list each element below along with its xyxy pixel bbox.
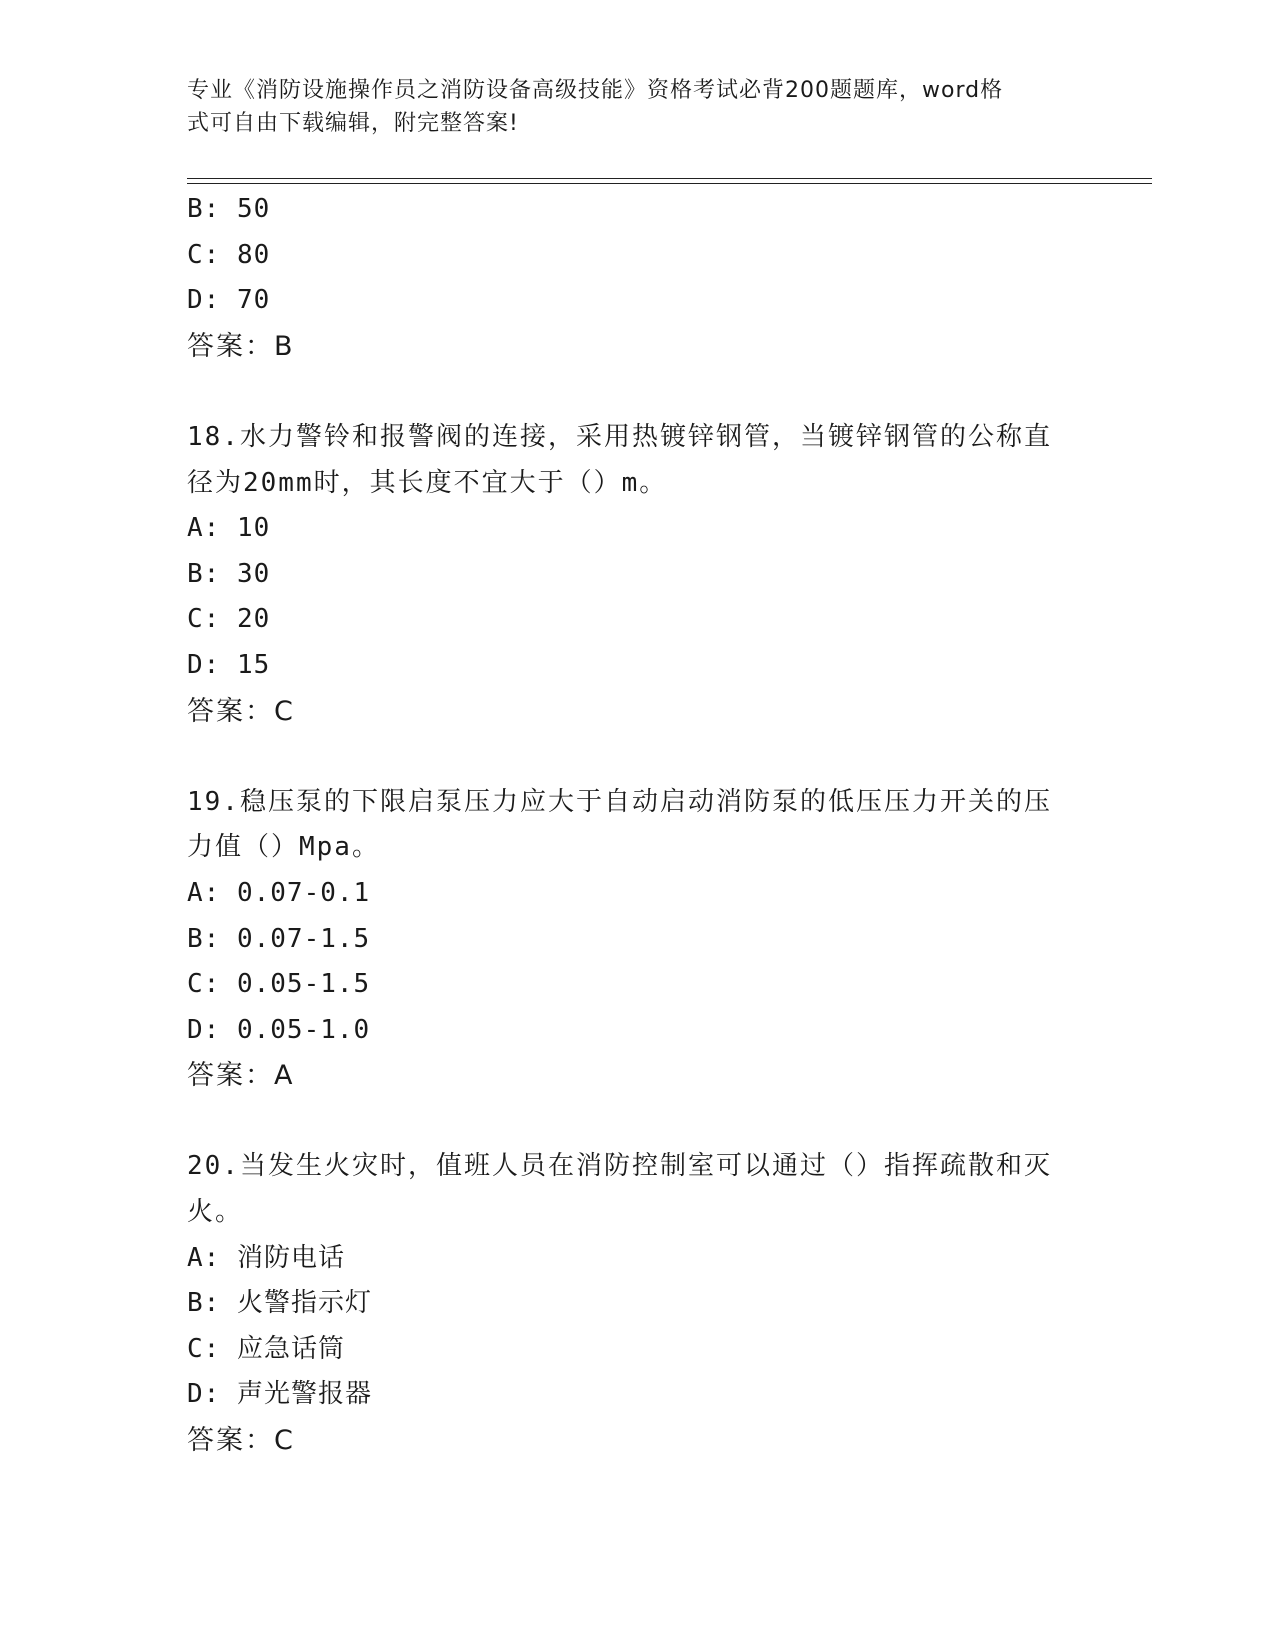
question-text-line-2: 力值（）Mpa。 xyxy=(187,832,380,863)
option-c: C: 80 xyxy=(187,239,271,270)
question-text-line-1: 20.当发生火灾时，值班人员在消防控制室可以通过（）指挥疏散和灭 xyxy=(187,1151,1052,1182)
option-d: D: 0.05-1.0 xyxy=(187,1014,371,1045)
option-b: B: 30 xyxy=(187,558,271,589)
option-b: B: 50 xyxy=(187,194,271,224)
header-divider-top xyxy=(187,178,1152,179)
answer-label: 答案：A xyxy=(187,1060,295,1092)
spacer xyxy=(187,369,1067,415)
question-18 xyxy=(187,415,1067,734)
option-d: D: 70 xyxy=(187,285,271,316)
option-b: B: 火警指示灯 xyxy=(187,1288,372,1319)
answer-label: 答案：B xyxy=(187,330,295,362)
option-b: B: 0.07-1.5 xyxy=(187,923,371,954)
option-a: A: 消防电话 xyxy=(187,1242,345,1273)
header-divider-bottom xyxy=(187,183,1152,184)
question-20 xyxy=(187,1144,1067,1463)
question-content xyxy=(187,187,1067,1464)
option-a: A: 0.07-0.1 xyxy=(187,877,371,908)
question-text-line-1: 18.水力警铃和报警阀的连接，采用热镀锌钢管，当镀锌钢管的公称直 xyxy=(187,421,1052,452)
option-a: A: 10 xyxy=(187,513,271,544)
option-d: D: 声光警报器 xyxy=(187,1379,372,1410)
question-text-line-2: 火。 xyxy=(187,1197,244,1228)
option-c: C: 应急话筒 xyxy=(187,1333,345,1364)
option-d: D: 15 xyxy=(187,649,271,680)
header-line-2: 式可自由下载编辑，附完整答案! xyxy=(187,111,519,136)
question-text-line-2: 径为20mm时，其长度不宜大于（）m。 xyxy=(187,467,668,498)
answer-label: 答案：C xyxy=(187,695,295,727)
option-c: C: 0.05-1.5 xyxy=(187,969,371,1000)
header-line-1: 专业《消防设施操作员之消防设备高级技能》资格考试必背200题题库，word格 xyxy=(187,78,1004,103)
document-header xyxy=(187,74,1067,140)
option-c: C: 20 xyxy=(187,604,271,635)
question-19 xyxy=(187,780,1067,1099)
question-text-line-1: 19.稳压泵的下限启泵压力应大于自动启动消防泵的低压压力开关的压 xyxy=(187,786,1052,817)
question-17-tail xyxy=(187,187,1067,369)
spacer xyxy=(187,734,1067,780)
spacer xyxy=(187,1099,1067,1145)
answer-label: 答案：C xyxy=(187,1425,295,1457)
